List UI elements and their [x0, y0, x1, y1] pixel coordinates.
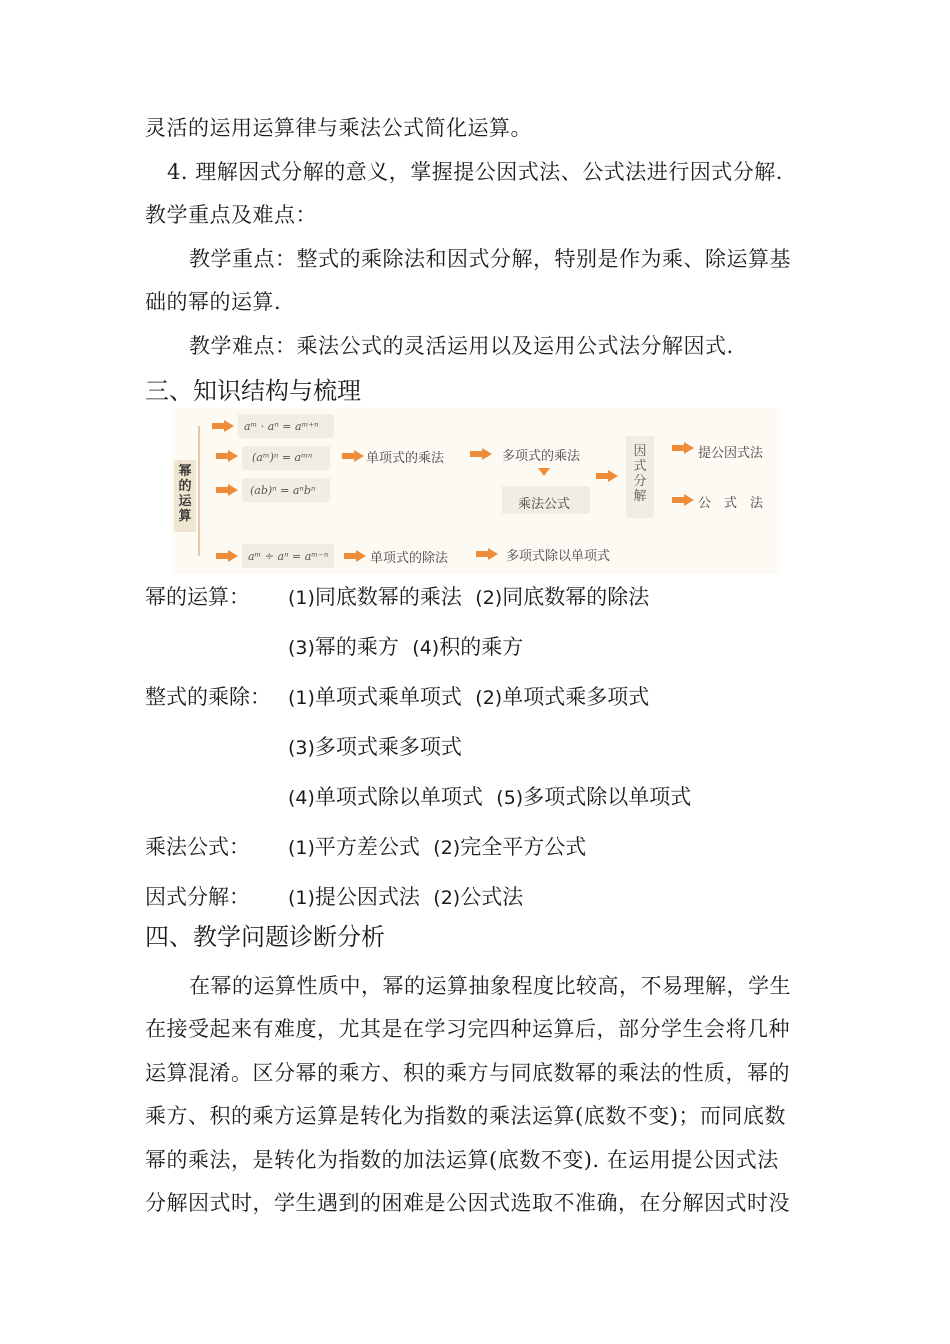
arrow-icon — [476, 548, 498, 560]
analysis-line: 幂的乘法，是转化为指数的加法运算(底数不变). 在运用提公因式法 — [145, 1148, 779, 1172]
paragraph-line: 教学重点：整式的乘除法和因式分解，特别是作为乘、除运算基 — [189, 247, 791, 271]
analysis-line: 乘方、积的乘方运算是转化为指数的乘法运算(底数不变)；而同底数 — [145, 1104, 786, 1128]
paragraph-line: 灵活的运用运算律与乘法公式简化运算。 — [145, 116, 532, 140]
knowledge-structure-diagram — [172, 408, 780, 574]
summary-value: (1)平方差公式 (2)完全平方公式 — [288, 835, 587, 859]
common-factor-label: 提公因式法 — [698, 446, 764, 461]
arrow-icon — [342, 450, 364, 462]
summary-value: (4)单项式除以单项式 (5)多项式除以单项式 — [288, 785, 692, 809]
arrow-icon — [212, 420, 234, 432]
section-heading: 四、教学问题诊断分析 — [145, 923, 385, 951]
summary-value: (3)多项式乘多项式 — [288, 735, 462, 759]
summary-value: (1)提公因式法 (2)公式法 — [288, 885, 524, 909]
arrow-icon — [216, 484, 238, 496]
arrow-icon — [216, 450, 238, 462]
mono-mul-label: 单项式的乘法 — [366, 451, 445, 466]
paragraph-line: 教学重点及难点： — [145, 203, 317, 227]
summary-label: 幂的运算： — [145, 585, 250, 609]
formula-1: aᵐ · aⁿ = aᵐ⁺ⁿ — [244, 420, 319, 433]
section-heading: 三、知识结构与梳理 — [145, 377, 361, 405]
summary-label: 乘法公式： — [145, 835, 250, 859]
down-arrow-icon — [538, 468, 550, 476]
summary-label: 因式分解： — [145, 885, 250, 909]
paragraph-line: 4. 理解因式分解的意义，掌握提公因式法、公式法进行因式分解. — [167, 160, 783, 184]
poly-div-label: 多项式除以单项式 — [506, 549, 611, 564]
arrow-icon — [216, 550, 238, 562]
factor-label: 因式分解 — [633, 444, 647, 504]
mono-div-label: 单项式的除法 — [370, 551, 449, 566]
analysis-line: 运算混淆。区分幂的乘方、积的乘方与同底数幂的乘法的性质，幂的 — [145, 1061, 790, 1085]
poly-mul-label: 多项式的乘法 — [502, 449, 581, 464]
analysis-line: 分解因式时，学生遇到的困难是公因式选取不准确，在分解因式时没 — [145, 1191, 790, 1215]
analysis-line: 在幂的运算性质中，幂的运算抽象程度比较高，不易理解，学生 — [189, 974, 791, 998]
formula-3: (ab)ⁿ = aⁿbⁿ — [250, 484, 316, 497]
summary-value: (1)单项式乘单项式 (2)单项式乘多项式 — [288, 685, 650, 709]
formula-2: (aᵐ)ⁿ = aᵐⁿ — [252, 451, 313, 464]
summary-value: (3)幂的乘方 (4)积的乘方 — [288, 635, 524, 659]
arrow-icon — [596, 470, 618, 482]
arrow-icon — [470, 448, 492, 460]
arrow-icon — [344, 550, 366, 562]
arrow-icon — [672, 494, 694, 506]
arrow-icon — [672, 442, 694, 454]
analysis-line: 在接受起来有难度，尤其是在学习完四种运算后，部分学生会将几种 — [145, 1017, 790, 1041]
diagram-bracket — [198, 426, 200, 556]
mul-formula-label: 乘法公式 — [518, 497, 571, 512]
summary-value: (1)同底数幂的乘法 (2)同底数幂的除法 — [288, 585, 650, 609]
diagram-left-label: 幂的运算 — [178, 464, 192, 524]
formula-method-label: 公 式 法 — [698, 496, 764, 511]
paragraph-line: 础的幂的运算. — [145, 290, 282, 314]
paragraph-line: 教学难点：乘法公式的灵活运用以及运用公式法分解因式. — [189, 334, 734, 358]
formula-4: aᵐ ÷ aⁿ = aᵐ⁻ⁿ — [248, 550, 329, 563]
summary-label: 整式的乘除： — [145, 685, 271, 709]
